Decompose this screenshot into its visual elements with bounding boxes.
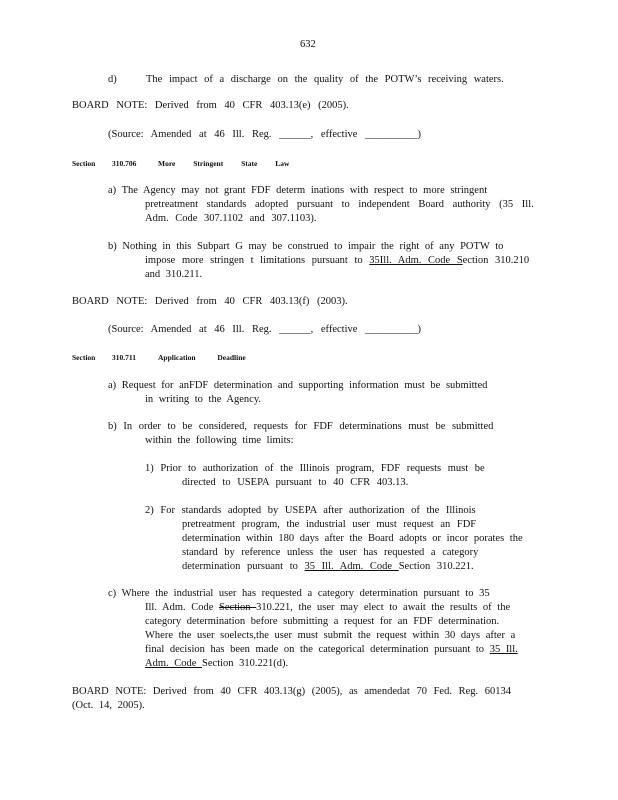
section-706-label: Section	[72, 159, 96, 168]
source-note-2: (Source: Amended at 46 Ill. Reg. ______, effective __________)	[108, 324, 422, 335]
s706-b-line3: and 310.211.	[145, 269, 203, 280]
s711-b2-line5: determination pursuant to 35 Ill. Adm. Code Section 310.221.	[182, 561, 474, 572]
s711-b1-line1: 1) Prior to authorization of the Illinois program, FDF requests must be	[145, 463, 485, 474]
section-706-title: More Stringent State Law	[158, 159, 290, 168]
s711-b1-line2: directed to USEPA pursuant to 40 CFR 403.13.	[182, 477, 409, 488]
s711-b-line2: within the following time limits:	[145, 435, 294, 446]
s711-b-line1: b) In order to be considered, requests for FDF determinations must be submitted	[108, 421, 494, 432]
board-note-3-line1: BOARD NOTE: Derived from 40 CFR 403.13(g) (2005), as amendedat 70 Fed. Reg. 60134	[72, 686, 511, 697]
section-711-title: Application Deadline	[158, 353, 246, 362]
s711-c-line5: final decision has been made on the categorical determination pursuant to 35 Ill.	[145, 644, 518, 655]
section-711-label: Section	[72, 353, 96, 362]
source-note-1: (Source: Amended at 46 Ill. Reg. ______, effective __________)	[108, 129, 422, 140]
s706-a-line1: a) The Agency may not grant FDF determ inations with respect to more stringent	[108, 185, 488, 196]
s711-b2-line2: pretreatment program, the industrial user must request an FDF	[182, 519, 477, 530]
s706-a-line3: Adm. Code 307.1102 and 307.1103).	[145, 213, 317, 224]
board-note-2: BOARD NOTE: Derived from 40 CFR 403.13(f) (2003).	[72, 296, 348, 307]
s706-b-line2: impose more stringen t limitations pursuant to 35Ill. Adm. Code Section 310.210	[145, 255, 530, 266]
section-711-number: 310.711	[112, 353, 136, 362]
item-d-text: The impact of a discharge on the quality of the POTW’s receiving waters.	[146, 74, 504, 85]
s706-b-line1: b) Nothing in this Subpart G may be construed to impair the right of any POTW to	[108, 241, 504, 252]
s711-a-line1: a) Request for anFDF determination and supporting information must be submitted	[108, 380, 488, 391]
s711-b2-line3: determination within 180 days after the Board adopts or incor porates the	[182, 533, 523, 544]
s711-b2-line4: standard by reference unless the user has requested a category	[182, 547, 479, 558]
board-note-3-line2: (Oct. 14, 2005).	[72, 700, 145, 711]
s711-b2-line1: 2) For standards adopted by USEPA after authorization of the Illinois	[145, 505, 476, 516]
s711-c-line1: c) Where the industrial user has requested a category determination pursuant to 35	[108, 588, 490, 599]
s711-c-line6: Adm. Code Section 310.221(d).	[145, 658, 289, 669]
s711-a-line2: in writing to the Agency.	[145, 394, 262, 405]
page-number: 632	[300, 39, 316, 50]
s711-c-line4: Where the user soelects,the user must submit the request within 30 days after a	[145, 630, 516, 641]
s711-c-line2: Ill. Adm. Code Section 310.221, the user may elect to await the results of the	[145, 602, 511, 613]
s711-c-line3: category determination before submitting a request for an FDF determination.	[145, 616, 500, 627]
s706-a-line2: pretreatment standards adopted pursuant to independent Board authority (35 Ill.	[145, 199, 534, 210]
board-note-1: BOARD NOTE: Derived from 40 CFR 403.13(e) (2005).	[72, 100, 349, 111]
section-706-number: 310.706	[112, 159, 137, 168]
item-d-label: d)	[108, 74, 117, 85]
